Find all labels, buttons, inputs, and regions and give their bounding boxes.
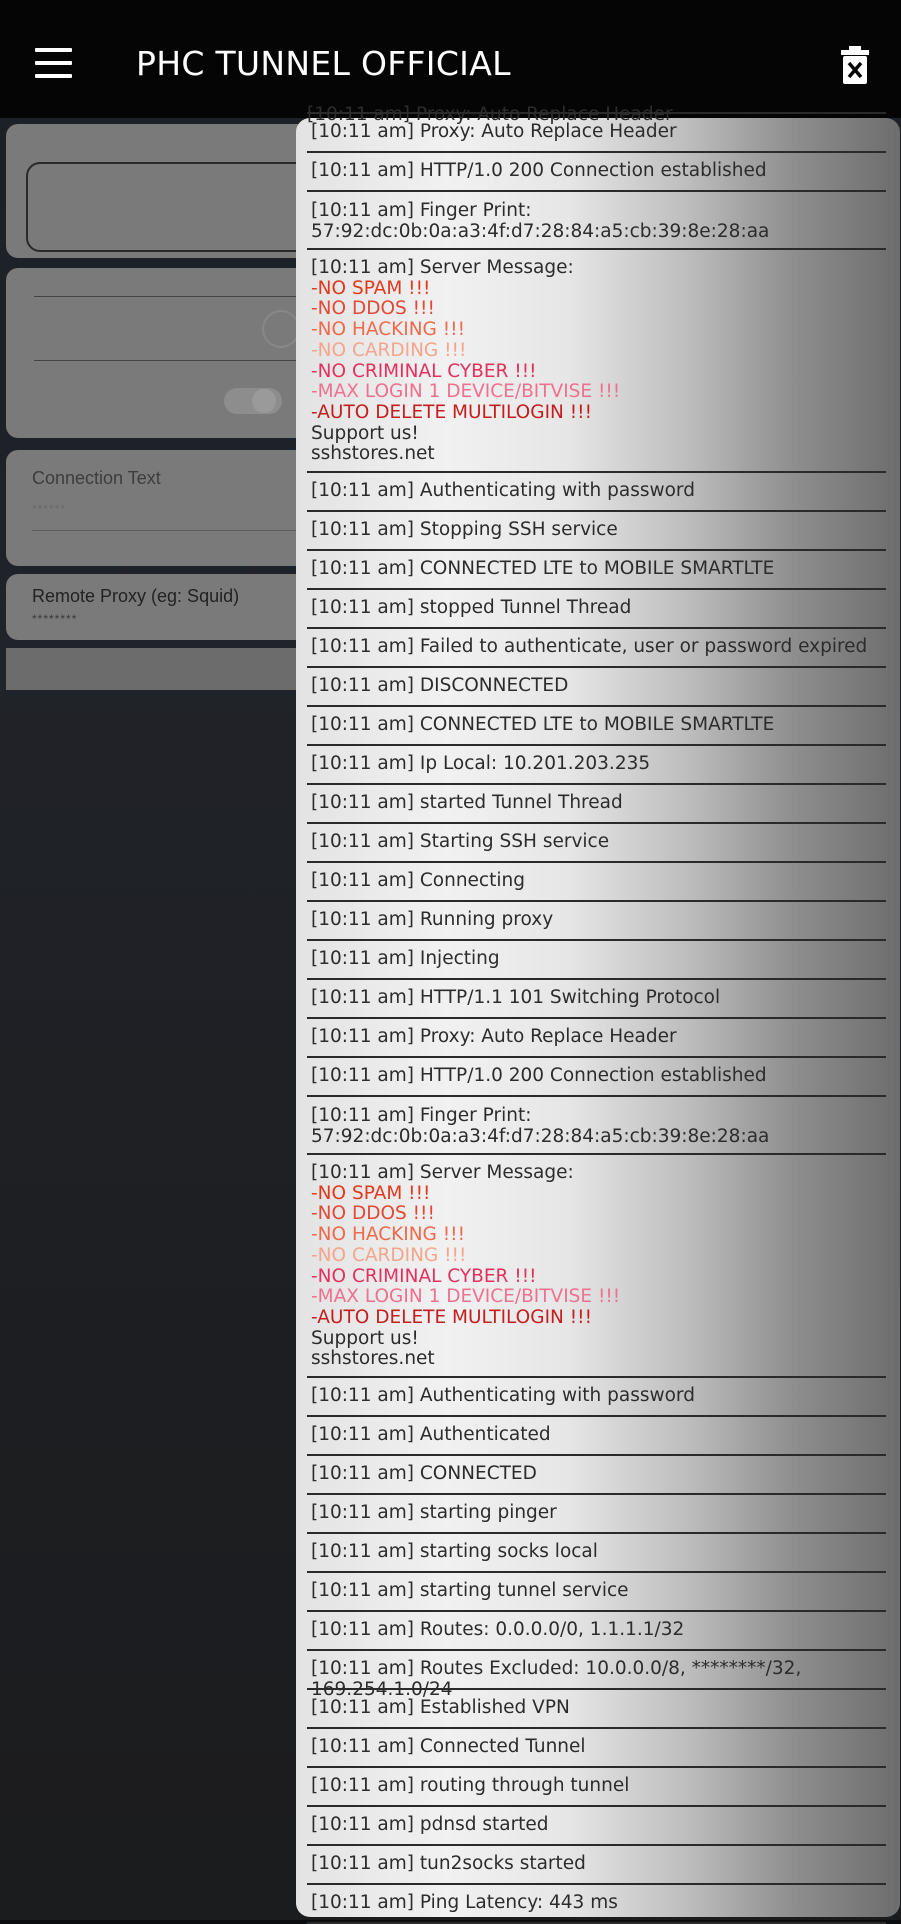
log-item-partial: [10:11 am] Proxy: Auto Replace Header [307, 104, 886, 114]
log-item: [10:11 am] Stopping SSH service [307, 512, 886, 551]
connection-text-card[interactable] [6, 450, 326, 566]
connection-text-value: ****** [32, 502, 67, 516]
website-line: sshstores.net [311, 1348, 435, 1370]
log-item: [10:11 am] HTTP/1.1 101 Switching Protocol [307, 980, 886, 1019]
support-line: Support us! [311, 422, 419, 444]
payload-box[interactable] [26, 162, 330, 252]
app-bar [0, 0, 901, 118]
server-message-header: [10:11 am] Server Message: [311, 1162, 574, 1184]
log-item: [10:11 am] starting pinger [307, 1495, 886, 1534]
rule-line: -NO SPAM !!! [311, 277, 431, 299]
toggle-switch[interactable] [224, 388, 282, 414]
delete-icon[interactable] [840, 46, 870, 84]
log-item: [10:11 am] Connected Tunnel [307, 1729, 886, 1768]
log-item: [10:11 am] Starting SSH service [307, 824, 886, 863]
rule-line: -AUTO DELETE MULTILOGIN !!! [311, 401, 592, 423]
log-item: [10:11 am] routing through tunnel [307, 1768, 886, 1807]
log-item: [10:11 am] HTTP/1.0 200 Connection established [307, 153, 886, 192]
log-item: [10:11 am] Injecting [307, 941, 886, 980]
settings-card [6, 268, 326, 438]
log-item: [10:11 am] Routes Excluded: 10.0.0.0/8, ********/32, 169.254.1.0/24 [307, 1651, 886, 1690]
log-item: [10:11 am] CONNECTED LTE to MOBILE SMARTLTE [307, 707, 886, 746]
divider [32, 530, 326, 531]
log-item: [10:11 am] Failed to authenticate, user or password expired [307, 629, 886, 668]
remote-proxy-label: Remote Proxy (eg: Squid) [32, 586, 240, 606]
rule-line: -MAX LOGIN 1 DEVICE/BITVISE !!! [311, 381, 621, 403]
log-item: [10:11 am] Ping Latency: 443 ms [307, 1885, 886, 1924]
log-item: [10:11 am] started Tunnel Thread [307, 785, 886, 824]
rule-line: -NO DDOS !!! [311, 1203, 435, 1225]
log-item: [10:11 am] Authenticating with password [307, 473, 886, 512]
log-item: [10:11 am] DISCONNECTED [307, 668, 886, 707]
log-item: [10:11 am] Proxy: Auto Replace Header [307, 114, 886, 153]
website-line: sshstores.net [311, 443, 435, 465]
rule-line: -NO DDOS !!! [311, 298, 435, 320]
rule-line: -NO CRIMINAL CYBER !!! [311, 1265, 537, 1287]
log-item-server-message [307, 1155, 886, 1378]
rule-line: -AUTO DELETE MULTILOGIN !!! [311, 1306, 592, 1328]
connection-text-label: Connection Text [32, 468, 161, 488]
divider [34, 296, 326, 297]
log-item: [10:11 am] Authenticated [307, 1417, 886, 1456]
log-item: [10:11 am] Ip Local: 10.201.203.235 [307, 746, 886, 785]
log-item: [10:11 am] stopped Tunnel Thread [307, 590, 886, 629]
log-item: [10:11 am] tun2socks started [307, 1846, 886, 1885]
rule-line: -NO HACKING !!! [311, 1224, 466, 1246]
rule-line: -NO CARDING !!! [311, 339, 467, 361]
log-item: [10:11 am] Finger Print: 57:92:dc:0b:0a:a3:4f:d7:28:84:a5:cb:39:8e:28:aa [307, 1097, 886, 1155]
log-item: [10:11 am] starting socks local [307, 1534, 886, 1573]
log-item: [10:11 am] Established VPN [307, 1690, 886, 1729]
config-card [6, 124, 326, 258]
rule-line: -NO CRIMINAL CYBER !!! [311, 360, 537, 382]
app-title: PHC TUNNEL OFFICIAL [136, 44, 511, 83]
rule-line: -MAX LOGIN 1 DEVICE/BITVISE !!! [311, 1286, 621, 1308]
remote-proxy-value: ******** [32, 612, 78, 626]
menu-icon[interactable] [35, 48, 72, 78]
log-item: [10:11 am] CONNECTED [307, 1456, 886, 1495]
rule-line: -NO SPAM !!! [311, 1182, 431, 1204]
log-item: [10:11 am] Proxy: Auto Replace Header [307, 1019, 886, 1058]
log-item: [10:11 am] HTTP/1.0 200 Connection established [307, 1058, 886, 1097]
rule-line: -NO CARDING !!! [311, 1244, 467, 1266]
log-list [307, 104, 886, 1924]
log-item: [10:11 am] Routes: 0.0.0.0/0, 1.1.1.1/32 [307, 1612, 886, 1651]
log-item: [10:11 am] Running proxy [307, 902, 886, 941]
support-line: Support us! [311, 1327, 419, 1349]
log-panel[interactable] [296, 104, 900, 1917]
log-item: [10:11 am] Finger Print: 57:92:dc:0b:0a:a3:4f:d7:28:84:a5:cb:39:8e:28:aa [307, 192, 886, 250]
remote-proxy-card[interactable] [6, 574, 326, 640]
log-item: [10:11 am] Authenticating with password [307, 1378, 886, 1417]
divider [34, 360, 326, 361]
connect-button[interactable] [6, 648, 326, 690]
log-item: [10:11 am] CONNECTED LTE to MOBILE SMARTLTE [307, 551, 886, 590]
radio-button[interactable] [262, 310, 300, 348]
log-item-server-message [307, 250, 886, 473]
rule-line: -NO HACKING !!! [311, 319, 466, 341]
log-item: [10:11 am] starting tunnel service [307, 1573, 886, 1612]
log-item: [10:11 am] Connecting [307, 863, 886, 902]
server-message-header: [10:11 am] Server Message: [311, 257, 574, 278]
log-item: [10:11 am] pdnsd started [307, 1807, 886, 1846]
